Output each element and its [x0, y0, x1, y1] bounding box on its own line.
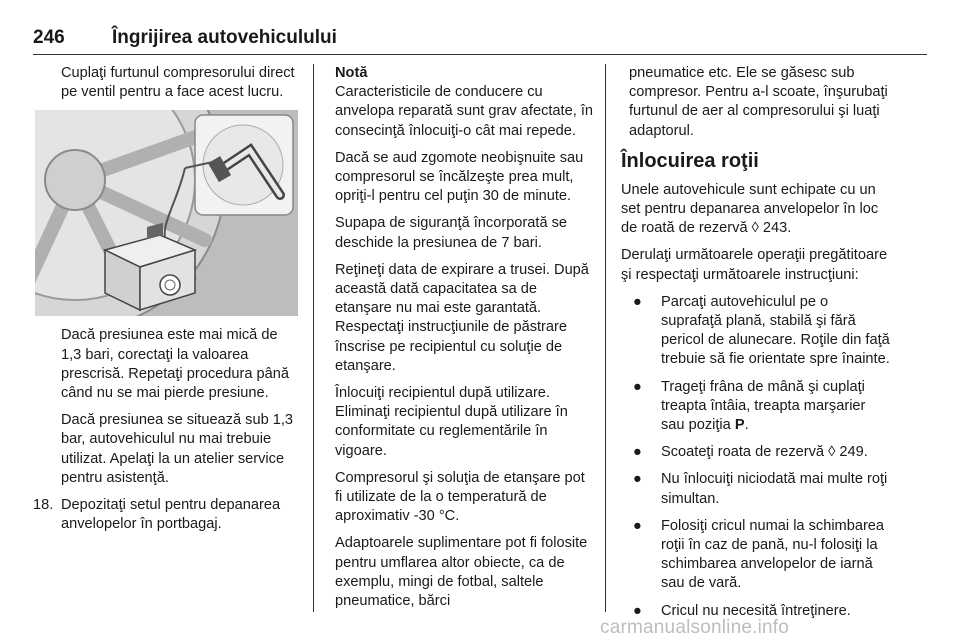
bullet-icon: ● [633, 517, 642, 534]
column-divider [313, 64, 314, 612]
list-item: ● Trageţi frâna de mână şi cuplaţi treapta întâia, treapta marşarier sau poziţia P. [633, 378, 866, 434]
list-item: ● Cricul nu necesită întreţinere. [633, 602, 891, 621]
list-item: ● Parcaţi autovehiculul pe o suprafaţă plană, stabilă şi fără pericol de alunecare. Roţile din faţă trebuie să fie orientate spre înainte. [633, 293, 890, 368]
bullet-list [621, 293, 891, 621]
bullet-icon: ● [633, 444, 642, 461]
page-number: 246 [33, 27, 65, 48]
paragraph: pneumatice etc. Ele se găsesc sub compresor. Pentru a-l scoate, înşurubaţi furtunul de aer al compresorului şi luaţi adaptorul. [629, 65, 888, 139]
list-item: ● Folosiţi cricul numai la schimbarea roţii în caz de pană, nu-l folosiţi la schimbarea anvelopelor de iarnă sau de vară. [633, 517, 885, 592]
paragraph: Dacă se aud zgomote neobişnuite sau compresorul se încălzeşte prea mult, opriţi-l pentru cel puţin 30 de minute. [335, 149, 584, 205]
step-text: Depozitaţi setul pentru depanarea anvelopelor în portbagaj. [61, 497, 281, 533]
note-title: Notă [335, 65, 368, 81]
column-1 [33, 64, 301, 534]
list-item: ● Nu înlocuiţi niciodată mai multe roţi simultan. [633, 471, 888, 507]
bullet-icon: ● [633, 378, 642, 395]
paragraph: Dacă presiunea se situează sub 1,3 bar, autovehiculul nu mai trebuie utilizat. Apelaţi la un atelier service pentru asistenţă. [61, 412, 294, 486]
paragraph: Supapa de siguranţă încorporată se deschide la presiunea de 7 bari. [335, 215, 568, 251]
page-title: Îngrijirea autovehiculului [112, 27, 337, 48]
list-item: ● Scoateţi roata de rezervă ◊ 249. [633, 443, 891, 462]
paragraph: Dacă presiunea este mai mică de 1,3 bari, corectaţi la valoarea prescrisă. Repetaţi procedura până când nu se mai pierde presiune. [61, 327, 289, 402]
step-number: 18. [33, 497, 54, 514]
bullet-icon: ● [633, 471, 642, 488]
tyre-compressor-illustration [35, 110, 298, 316]
section-heading: Înlocuirea roţii [621, 149, 759, 172]
column-2 [335, 64, 593, 619]
gear-position-p: P [734, 417, 745, 434]
paragraph: Caracteristicile de conducere cu anvelopa reparată sunt grav afectate, în consecinţă înlocuiţi-o cât mai repede. [335, 84, 593, 139]
paragraph: Înlocuiţi recipientul după utilizare. Eliminaţi recipientul după utilizare în conformitate cu reglementările în vigoare. [335, 385, 568, 459]
column-3 [621, 64, 891, 629]
step-18 [33, 496, 301, 534]
paragraph: Derulaţi următoarele operaţii pregătitoare şi respectaţi următoarele instrucţiuni: [621, 247, 888, 283]
column-divider [605, 64, 606, 612]
bullet-icon: ● [633, 293, 642, 310]
paragraph: Unele autovehicule sunt echipate cu un set pentru depanarea anvelopelor în loc de roată de rezervă ◊ 243. [621, 181, 879, 237]
paragraph: Adaptoarele suplimentare pot fi folosite pentru umflarea altor obiecte, ca de exemplu, mingi de fotbal, saltele pneumatice, bărci [335, 535, 588, 610]
header-rule [33, 54, 927, 55]
paragraph: Cuplaţi furtunul compresorului direct pe ventil pentru a face acest lucru. [61, 65, 295, 101]
paragraph: Reţineţi data de expirare a trusei. După această dată capacitatea sa de etanşare nu mai este garantată. Respectaţi instrucţiunile de păstrare înscrise pe recipientul cu soluţie de etanşare. [335, 261, 589, 374]
watermark: carmanualsonline.info [600, 617, 790, 638]
paragraph: Compresorul şi soluţia de etanşare pot fi utilizate de la o temperatură de aproximativ -30 °C. [335, 469, 585, 525]
bullet-icon: ● [633, 602, 642, 619]
